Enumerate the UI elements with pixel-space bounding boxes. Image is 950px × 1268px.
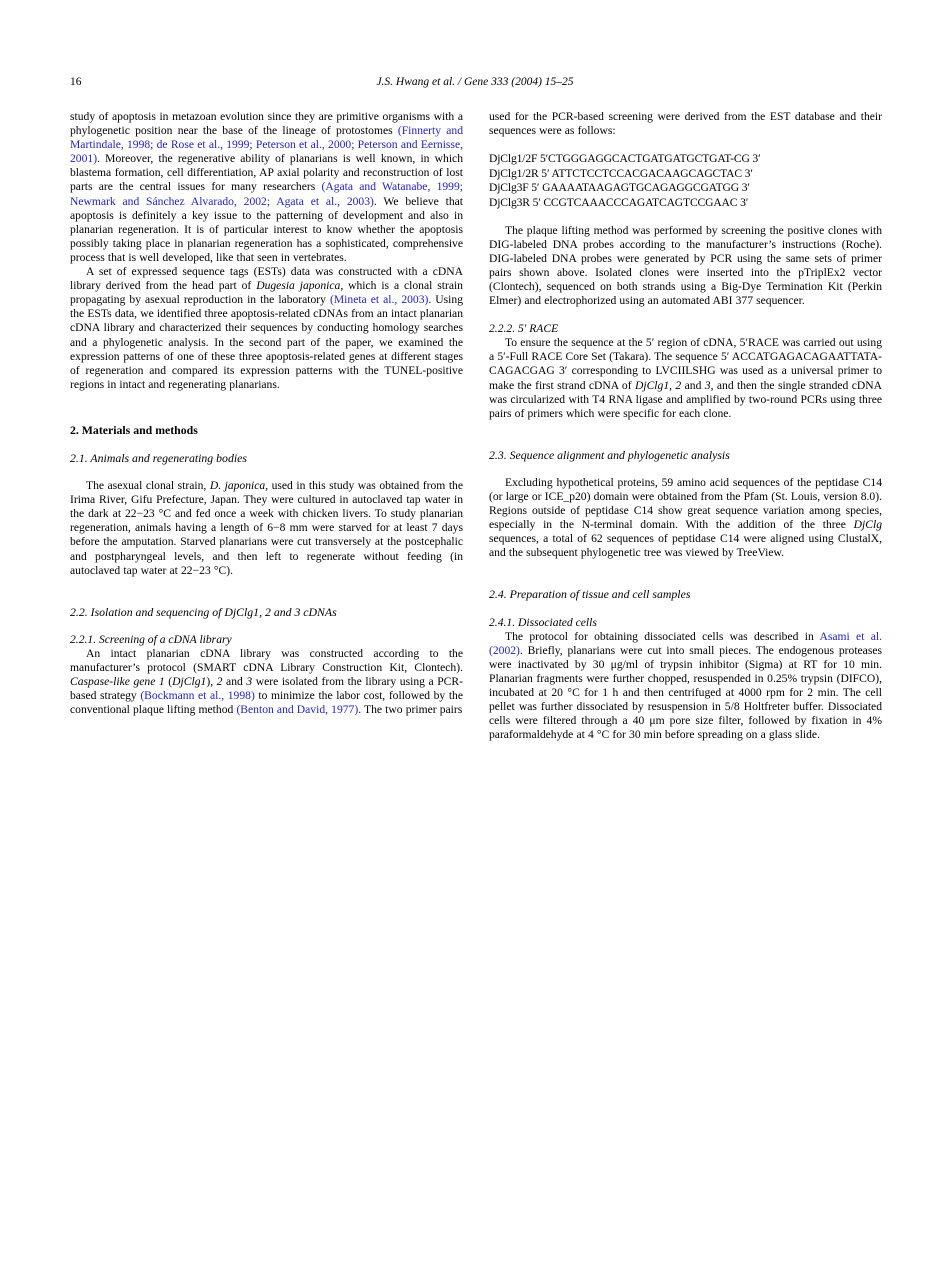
spacer	[489, 462, 882, 476]
paragraph-plaque-lifting	[489, 224, 882, 309]
gene-symbol: DjClg1, 2	[634, 378, 682, 392]
text-run: study of apoptosis in metazoan evolution since they are primitive organisms with a phylogenetic position near the base of the lineage of protostomes	[70, 110, 463, 138]
text-run: The asexual clonal strain,	[86, 479, 210, 493]
paragraph-alignment	[489, 476, 882, 561]
spacer	[489, 211, 882, 224]
primer-line: DjClg3R 5′ CCGTCAAACCCAGATCAGTCCGAAC 3′	[489, 195, 749, 209]
species-name: Dugesia japonica	[256, 279, 341, 293]
section-heading-2-4-1: 2.4.1. Dissociated cells	[489, 615, 597, 629]
gene-symbol: DjClg1	[172, 675, 207, 689]
paragraph-cdna-library	[70, 647, 463, 717]
section-heading-2-2-2: 2.2.2. 5′ RACE	[489, 322, 559, 336]
citation-reference[interactable]: (Bockmann et al., 1998)	[140, 689, 255, 703]
paragraph-dissociated-cells	[489, 630, 882, 743]
spacer	[70, 392, 463, 423]
gene-symbol: 3	[704, 378, 711, 392]
paragraph-race	[489, 336, 882, 421]
citation-reference[interactable]: Asami et al. (2002)	[489, 629, 882, 657]
citation-reference[interactable]: (Agata and Watanabe, 1999; Newmark and Sánchez Alvarado, 2002; Agata et al., 2003)	[70, 180, 463, 208]
section-heading-2-4: 2.4. Preparation of tissue and cell samples	[489, 587, 691, 602]
paragraph-animals	[70, 479, 463, 578]
text-run: to minimize the labor cost, followed by the conventional plaque lifting method	[70, 689, 463, 717]
section-heading-2-3: 2.3. Sequence alignment and phylogenetic analysis	[489, 447, 730, 462]
paragraph-intro-continued	[70, 110, 463, 265]
section-heading-2-1: 2.1. Animals and regenerating bodies	[70, 450, 247, 465]
primer-line: DjClg1/2R 5′ ATTCTCCTCCACGACAAGCAGCTAC 3′	[489, 166, 753, 180]
running-head-citation: J.S. Hwang et al. / Gene 333 (2004) 15–25	[376, 76, 574, 88]
citation-reference[interactable]: (Benton and David, 1977)	[236, 703, 359, 717]
gene-symbol: 3	[246, 675, 253, 689]
text-run: sequences, a total of 62 sequences of peptidase C14 were aligned using ClustalX, and the subsequent phylogenetic tree was viewed by TreeView.	[489, 532, 882, 560]
spacer	[70, 578, 463, 605]
left-column	[70, 110, 463, 717]
gene-symbol: DjClg	[853, 518, 882, 532]
text-run: were isolated from the library using a PCR-based strategy	[70, 675, 463, 703]
text-run: A set of expressed sequence tags (ESTs) data was constructed with a cDNA library derived from the head part of	[70, 265, 463, 293]
text-run: . We believe that apoptosis is definitely a key issue to the patterning of development and also in planarian regeneration. It is of particular interest to know whether the apoptosis possibly taking place in planarian regeneration has a sophisticated, comprehensive process that is well developed, like that seen in vertebrates.	[70, 194, 463, 264]
citation-reference[interactable]: (Mineta et al., 2003)	[330, 293, 429, 307]
right-column	[489, 110, 882, 742]
text-run: . Briefly, planarians were cut into small pieces. The endogenous proteases were inactivated by 30 μg/ml of trypsin inhibitor (Sigma) at RT for 10 min. Planarian fragments were further chopped, resuspended in 0.25% trypsin (DIFCO), incubated at 20 °C for 1 h and then centrifuged at 4000 rpm for 2 min. The cell pellet was further dissociated by resuspension in 5/8 Holtfreter buffer. Dissociated cells were filtered through a 40 μm pore size filter, followed by fixation in 4% paraformaldehyde at 4 °C for 30 min before spreading on a glass slide.	[489, 643, 882, 742]
text-run: (	[164, 675, 173, 689]
text-run: and	[222, 675, 247, 689]
paragraph-primers-intro	[489, 110, 882, 138]
text-run: used for the PCR-based screening were derived from the EST database and their sequences were as follows:	[489, 110, 882, 138]
primer-line: DjClg3F 5′ GAAAATAAGAGTGCAGAGGCGATGG 3′	[489, 181, 750, 195]
page-number: 16	[70, 76, 82, 88]
spacer	[489, 308, 882, 322]
section-heading-2: 2. Materials and methods	[70, 422, 198, 437]
text-run: , and then the single stranded cDNA was circularized with T4 RNA ligase and amplified by two-round PCRs using three pairs of primers which were specific for each clone.	[489, 378, 882, 420]
gene-name: Caspase-like gene 1	[70, 675, 165, 689]
species-name: D. japonica	[209, 479, 266, 493]
spacer	[70, 465, 463, 479]
text-run: To ensure the sequence at the 5′ region of cDNA, 5′RACE was carried out using a 5′-Full RACE Core Set (Takara). The sequence 5′ ACCATGAGACAGAATTATA-CAGACGAG 3′ corresponding to LVCIILSHG was used as a universal primer to make the first strand cDNA of	[489, 336, 882, 392]
citation-reference[interactable]: (Finnerty and Martindale, 1998; de Rose et al., 1999; Peterson et al., 2000; Peterson and Eernisse, 2001)	[70, 124, 463, 166]
gene-symbol: 2	[216, 675, 223, 689]
section-heading-2-2: 2.2. Isolation and sequencing of DjClg1, 2 and 3 cDNAs	[70, 604, 337, 619]
text-run: The protocol for obtaining dissociated cells was described in	[505, 629, 820, 643]
text-run: Excluding hypothetical proteins, 59 amino acid sequences of the peptidase C14 (or large or ICE_p20) domain were obtained from the Pfam (St. Louis, version 8.0). Regions outside of peptidase C14 show great sequence variation among species, especially in the N-terminal domain. With the addition of the three	[489, 475, 882, 532]
paragraph-est-data	[70, 265, 463, 392]
primer-line: DjClg1/2F 5′CTGGGAGGCACTGATGATGCTGAT-CG 3′	[489, 152, 761, 166]
spacer	[489, 421, 882, 448]
text-run: , used in this study was obtained from the Irima River, Gifu Prefecture, Japan. They were cultured in autoclaved tap water in the dark at 22−23 °C and fed once a week with chicken livers. To study planarian regeneration, animals having a length of 6−8 mm were starved for at least 7 days before the amputation. Starved planarians were cut transversely at the postcephalic and postpharyngeal levels, and then left to regenerate without feeding (in autoclaved tap water at 22−23 °C).	[70, 479, 463, 577]
spacer	[70, 437, 463, 451]
text-run: , which is a clonal strain propagating by asexual reproduction in the laboratory	[70, 279, 463, 307]
running-head	[70, 74, 880, 90]
text-run: ),	[206, 675, 217, 689]
spacer	[489, 560, 882, 587]
primer-sequence-block	[489, 152, 882, 210]
section-heading-2-2-1: 2.2.1. Screening of a cDNA library	[70, 632, 232, 646]
spacer	[489, 602, 882, 616]
text-run: . Using the ESTs data, we identified three apoptosis-related cDNAs from an intact planarian cDNA library and characterized their sequences by conducting homology searches and a phylogenetic analysis. In the second part of the paper, we examined the expression patterns of one of these three apoptosis-related genes at different stages of regeneration and compared its expression patterns with the TUNEL-positive regions in intact and regenerating planarians.	[70, 293, 464, 391]
text-run: . Moreover, the regenerative ability of planarians is well known, in which blastema formation, cell differentiation, AP axial polarity and reconstruction of lost parts are the central issues for many researchers	[70, 152, 463, 194]
spacer	[489, 138, 882, 152]
body-columns	[70, 110, 882, 1220]
text-run: An intact planarian cDNA library was constructed according to the manufacturer’s protocol (SMART cDNA Library Construction Kit, Clontech).	[70, 646, 463, 674]
text-run: and	[681, 378, 705, 392]
spacer	[70, 619, 463, 633]
text-run: The plaque lifting method was performed by screening the positive clones with DIG-labeled DNA probes according to the manufacturer’s instructions (Roche). DIG-labeled DNA probes were generated by PCR using the same sets of primer pairs shown above. Isolated clones were inserted into the pTriplEx2 vector (Clontech), sequenced on both strands using a Big-Dye Termination Kit (Perkin Elmer) and electrophorized using an automated ABI 377 sequencer.	[489, 223, 882, 308]
text-run: . The two primer pairs	[358, 703, 463, 717]
